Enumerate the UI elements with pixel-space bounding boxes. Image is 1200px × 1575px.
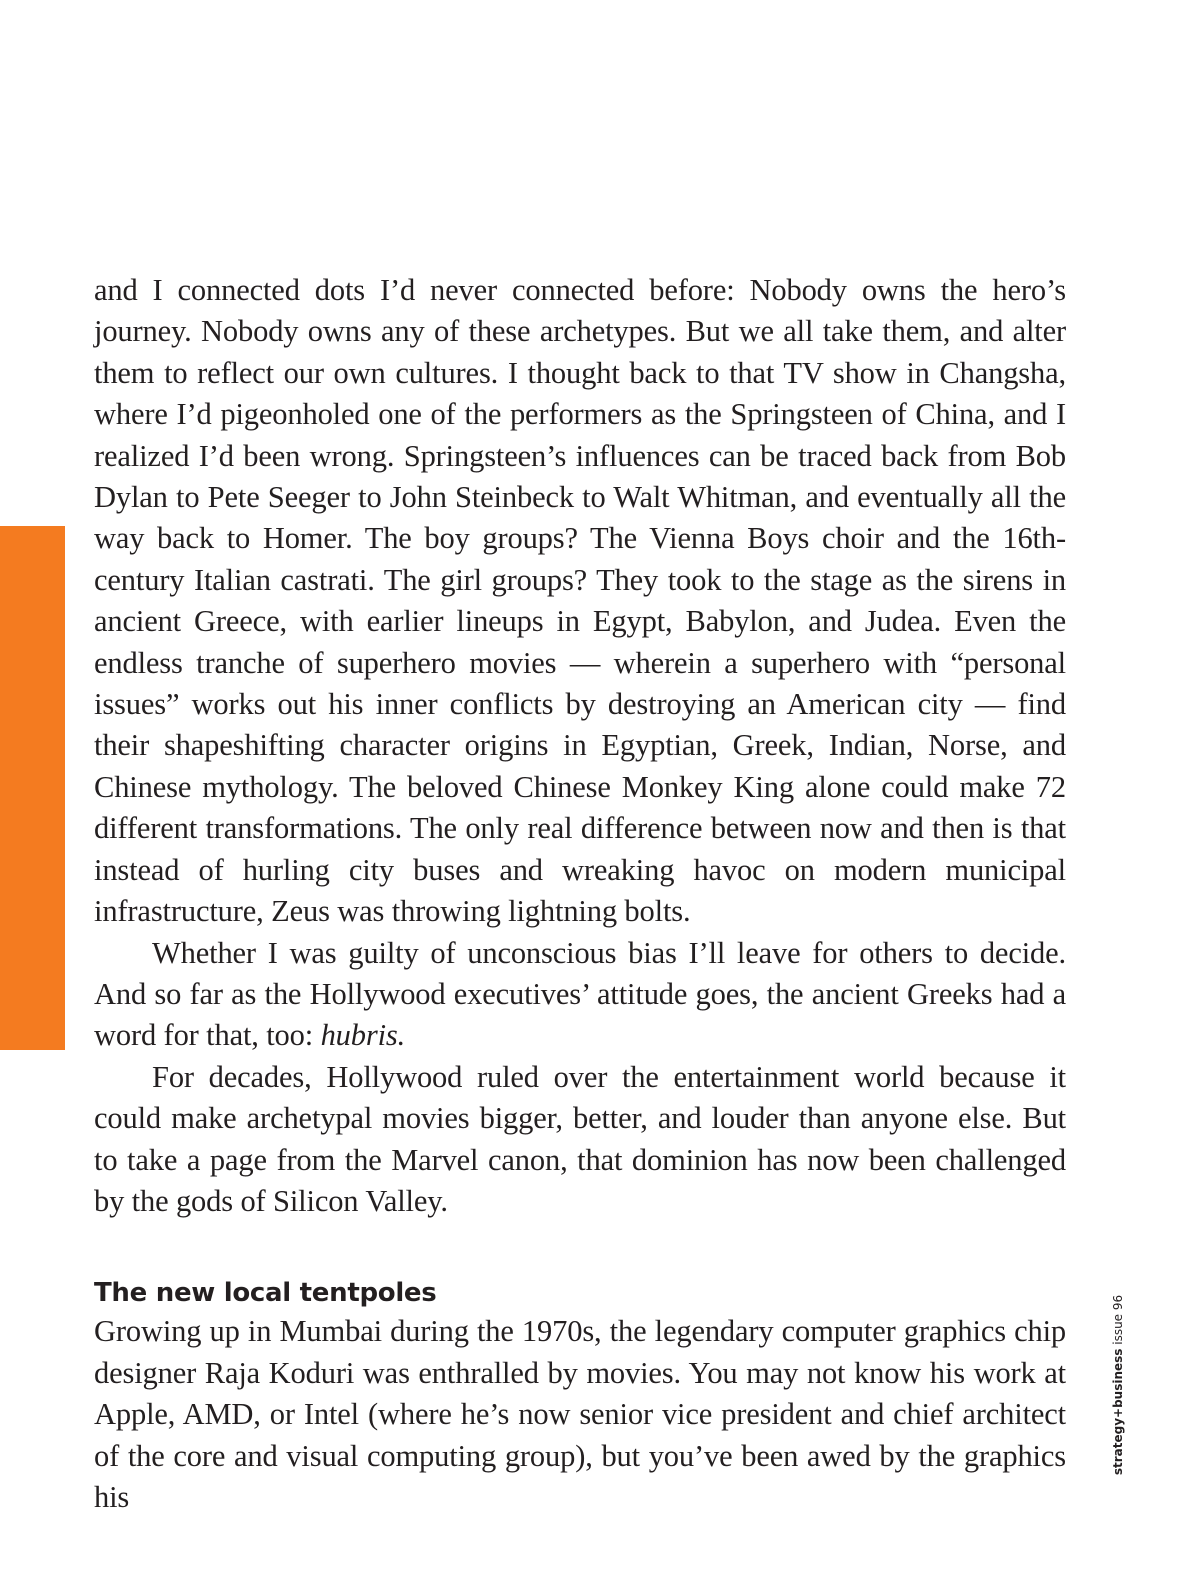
publication-name: strategy+business [1111, 1348, 1125, 1476]
section-topic: tech & innovation [23, 1181, 43, 1361]
paragraph-3: For decades, Hollywood ruled over the entertainment world because it could make archetypal movies bigger, better, and louder than anyone else. But to take a page from the Marvel canon, that dominion has now been challenged by the gods of Silicon Valley. [94, 1059, 1066, 1218]
paragraph-4: Growing up in Mumbai during the 1970s, the legendary computer graphics chip designer Raja Koduri was enthralled by movies. You may not know his work at Apple, AMD, or Intel (where he’s now senior vice president and chief architect of the core and visual computing group), but you’ve been awed by the graphics his [94, 1314, 1066, 1514]
folio [1111, 1295, 1125, 1475]
section-name: feature [23, 1103, 43, 1169]
article-body [94, 270, 1066, 1518]
paragraph-2 [94, 933, 1066, 1057]
paragraph-1: and I connected dots I’d never connected before: Nobody owns the hero’s journey. Nobody owns any of these archetypes. But we all take them, and alter them to reflect our own cultures. I thought back to that TV show in Changsha, where I’d pigeonholed one of the performers as the Springsteen of China, and I realized I’d been wrong. Springsteen’s influences can be traced back from Bob Dylan to Pete Seeger to John Steinbeck to Walt Whitman, and eventually all the way back to Homer. The boy groups? The Vienna Boys choir and the 16th-century Italian castrati. The girl groups? They took to the stage as the sirens in ancient Greece, with earlier lineups in Egypt, Babylon, and Judea. Even the endless tranche of superhero movies — wherein a superhero with “personal issues” works out his inner conflicts by destroying an American city — find their shapeshifting character origins in Egyptian, Greek, Indian, Norse, and Chinese mythology. The beloved Chinese Monkey King alone could make 72 different transformations. The only real difference between now and then is that instead of hurling city buses and wreaking havoc on modern municipal infrastructure, Zeus was throwing lightning bolts. [94, 273, 1066, 929]
paragraph-2-text: Whether I was guilty of unconscious bias I’ll leave for others to decide. And so far as the Hollywood executives’ attitude goes, the ancient Greeks had a word for that, too: [94, 935, 1066, 1053]
section-label [23, 1104, 43, 1360]
section-separator: | [23, 1171, 43, 1179]
issue-number: issue 96 [1111, 1294, 1125, 1349]
page-number: 132 [15, 1522, 50, 1541]
section-tab [0, 526, 65, 1541]
hubris-word: hubris. [320, 1018, 406, 1053]
section-heading: The new local tentpoles [94, 1278, 437, 1309]
